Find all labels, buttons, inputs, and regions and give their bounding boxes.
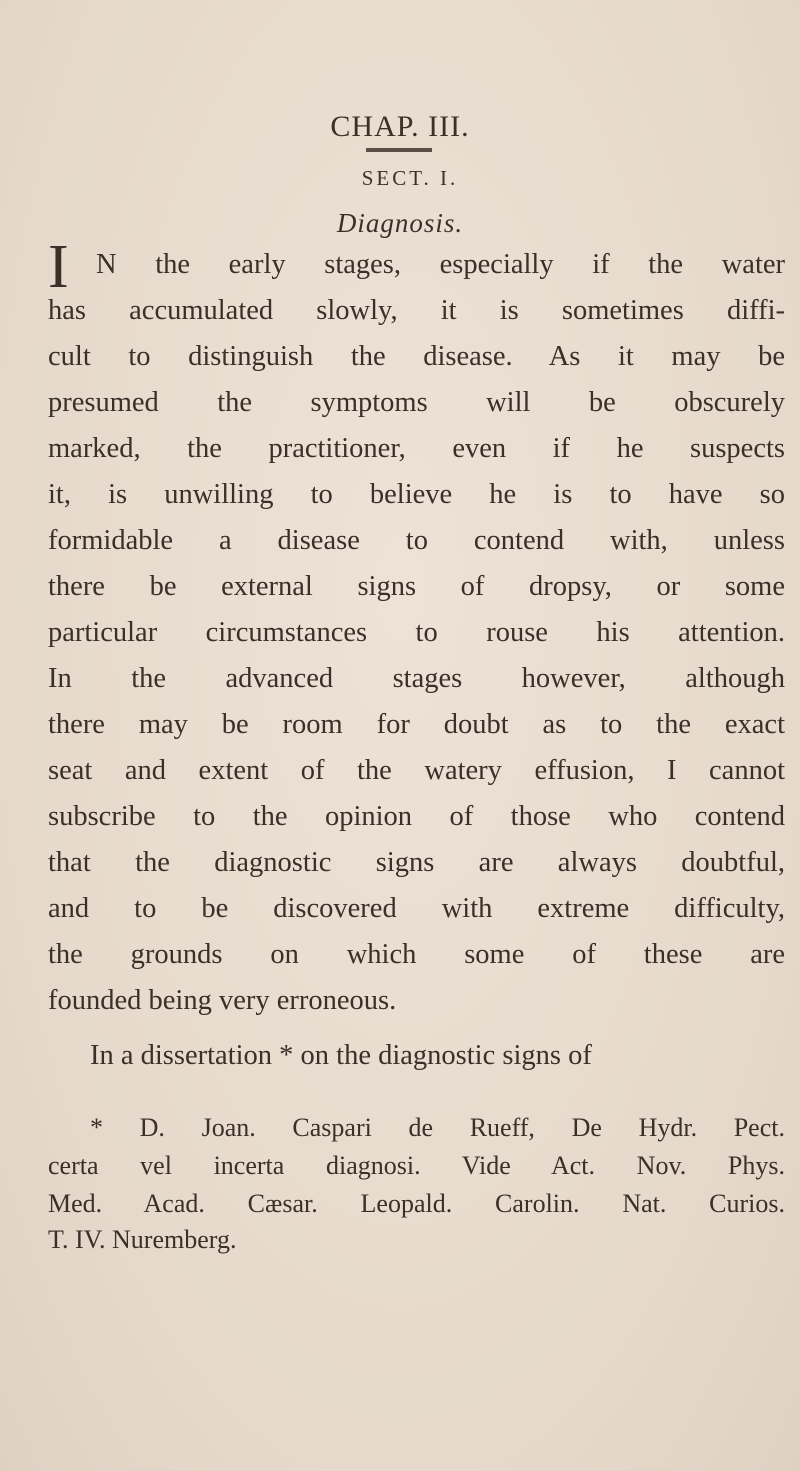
heading-rule (366, 148, 432, 152)
footnote-line: T. IV. Nuremberg. (48, 1225, 237, 1254)
body-text-line: and to be discovered with extreme difficulty, (48, 893, 785, 924)
body-text-line: In the advanced stages however, although (48, 663, 785, 694)
footnote-line: Med. Acad. Cæsar. Leopald. Carolin. Nat. Curios. (48, 1189, 785, 1218)
body-text-line: seat and extent of the watery effusion, I cannot (48, 755, 785, 786)
body-text-line: presumed the symptoms will be obscurely (48, 387, 785, 418)
body-text-line: formidable a disease to contend with, unless (48, 525, 785, 556)
body-text-line: it, is unwilling to believe he is to have so (48, 479, 785, 510)
footnote-line: * D. Joan. Caspari de Rueff, De Hydr. Pect. (90, 1113, 785, 1142)
body-text-line: founded being very erroneous. (48, 985, 397, 1016)
body-text-line: that the diagnostic signs are always doubtful, (48, 847, 785, 878)
body-text-line: cult to distinguish the disease. As it may be (48, 341, 785, 372)
body-text-line: marked, the practitioner, even if he suspects (48, 433, 785, 464)
section-title: Diagnosis. (336, 208, 464, 238)
body-text-line: has accumulated slowly, it is sometimes diffi- (48, 295, 785, 326)
footnote-line: certa vel incerta diagnosi. Vide Act. Nov. Phys. (48, 1151, 785, 1180)
body-text-line: N the early stages, especially if the water (96, 249, 785, 280)
body-text-line: particular circumstances to rouse his attention. (48, 617, 785, 648)
body-text-line: there be external signs of dropsy, or some (48, 571, 785, 602)
body-text-line: there may be room for doubt as to the exact (48, 709, 785, 740)
section-heading: SECT. I. (361, 166, 459, 190)
chapter-heading: CHAP. III. (330, 110, 470, 143)
next-paragraph-line: In a dissertation * on the diagnostic signs of (90, 1040, 592, 1071)
body-text-line: the grounds on which some of these are (48, 939, 785, 970)
drop-cap: I (48, 233, 69, 301)
body-text-line: subscribe to the opinion of those who contend (48, 801, 785, 832)
